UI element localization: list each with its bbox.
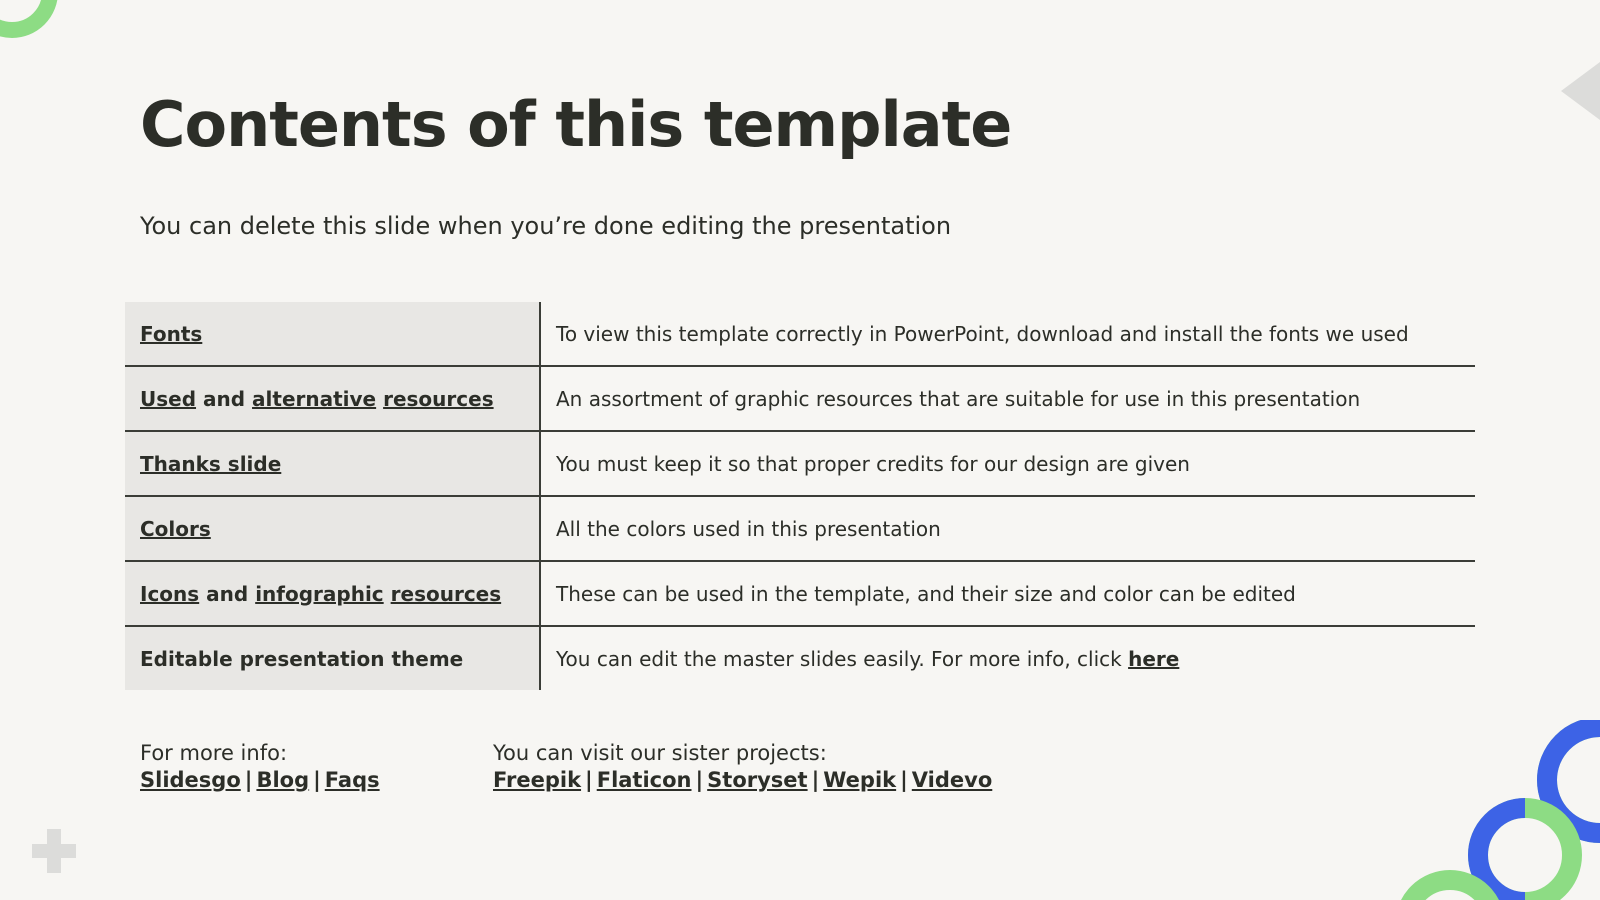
label-connector: and (206, 581, 249, 606)
link-separator: | (585, 768, 593, 792)
row-description: You must keep it so that proper credits for our design are given (540, 431, 1475, 496)
sister-projects-block (493, 740, 992, 794)
slidesgo-link[interactable]: Slidesgo (140, 768, 241, 792)
table-row (125, 561, 1475, 626)
resources-link[interactable]: resources (383, 386, 494, 411)
row-label (125, 366, 540, 431)
videvo-link[interactable]: Videvo (911, 768, 993, 792)
row-label (125, 626, 540, 690)
link-separator: | (244, 768, 253, 792)
link-separator: | (313, 768, 321, 792)
blog-link[interactable]: Blog (256, 768, 310, 792)
link-separator: | (695, 768, 704, 792)
link-separator: | (811, 768, 820, 792)
table-row (125, 626, 1475, 690)
link-separator: | (900, 768, 908, 792)
table-row (125, 431, 1475, 496)
icons-link[interactable]: Icons (140, 581, 200, 606)
row-label (125, 561, 540, 626)
infographic-resources-link[interactable]: resources (390, 581, 502, 606)
sister-projects-label: You can visit our sister projects: (493, 741, 827, 765)
label-connector: and (203, 386, 246, 411)
more-info-links (140, 767, 380, 794)
gray-plus-icon (32, 829, 76, 873)
row-description: An assortment of graphic resources that are suitable for use in this presentation (540, 366, 1475, 431)
used-resources-link[interactable]: Used (140, 386, 197, 411)
sister-projects-links (493, 767, 992, 794)
row-label (125, 431, 540, 496)
green-ring-icon (0, 0, 70, 70)
freepik-link[interactable]: Freepik (493, 768, 582, 792)
colors-link[interactable]: Colors (140, 516, 211, 541)
wepik-link[interactable]: Wepik (823, 768, 897, 792)
here-link[interactable]: here (1128, 646, 1180, 671)
more-info-label: For more info: (140, 741, 288, 765)
faqs-link[interactable]: Faqs (324, 768, 380, 792)
infographic-link[interactable]: infographic (255, 581, 384, 606)
page-subtitle: You can delete this slide when you’re done editing the presentation (140, 212, 952, 240)
fonts-link[interactable]: Fonts (140, 321, 203, 346)
row-description: These can be used in the template, and their size and color can be edited (540, 561, 1475, 626)
page-title: Contents of this template (140, 88, 1012, 161)
row-description: To view this template correctly in PowerPoint, download and install the fonts we used (556, 321, 1409, 346)
table-row (125, 496, 1475, 561)
blue-green-rings-icon (1390, 720, 1600, 900)
row-label (125, 496, 540, 561)
row-description: All the colors used in this presentation (540, 496, 1475, 561)
alternative-resources-link[interactable]: alternative (252, 386, 377, 411)
storyset-link[interactable]: Storyset (707, 768, 808, 792)
row-description (540, 626, 1475, 690)
flaticon-link[interactable]: Flaticon (596, 768, 692, 792)
editable-theme-label: Editable presentation theme (140, 646, 464, 671)
table-row (125, 366, 1475, 431)
contents-table (125, 302, 1475, 690)
gray-triangle-icon (1555, 62, 1600, 122)
more-info-block (140, 740, 380, 794)
table-row (125, 302, 1475, 366)
thanks-slide-link[interactable]: Thanks slide (140, 451, 282, 476)
row-description-text: You can edit the master slides easily. For more info, click (556, 646, 1129, 671)
row-label (125, 302, 540, 366)
